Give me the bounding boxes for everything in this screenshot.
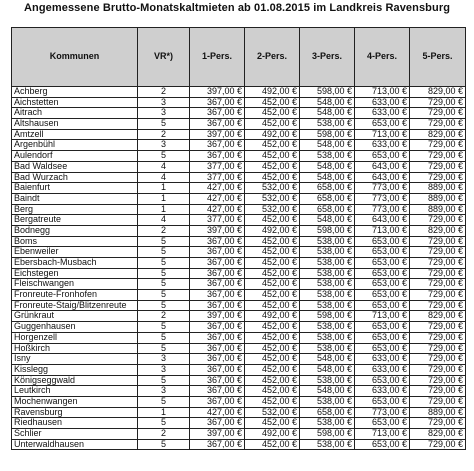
cell-3-pers: 538,00 € [300, 119, 355, 130]
cell-3-pers: 658,00 € [300, 407, 355, 418]
cell-1-pers: 367,00 € [190, 151, 245, 162]
cell-vr: 3 [138, 108, 190, 119]
cell-3-pers: 538,00 € [300, 375, 355, 386]
cell-kommune: Fleischwangen [12, 279, 138, 290]
cell-2-pers: 532,00 € [245, 183, 300, 194]
cell-2-pers: 492,00 € [245, 129, 300, 140]
cell-4-pers: 773,00 € [355, 193, 410, 204]
column-header-vr: VR*) [138, 28, 190, 87]
cell-3-pers: 548,00 € [300, 215, 355, 226]
cell-2-pers: 452,00 € [245, 97, 300, 108]
table-row [12, 183, 466, 194]
cell-5-pers: 729,00 € [410, 386, 466, 397]
cell-3-pers: 548,00 € [300, 140, 355, 151]
cell-vr: 5 [138, 279, 190, 290]
cell-3-pers: 538,00 € [300, 396, 355, 407]
cell-kommune: Hoßkirch [12, 343, 138, 354]
cell-4-pers: 653,00 € [355, 300, 410, 311]
cell-2-pers: 452,00 € [245, 258, 300, 269]
cell-vr: 5 [138, 258, 190, 269]
cell-4-pers: 713,00 € [355, 225, 410, 236]
cell-5-pers: 729,00 € [410, 354, 466, 365]
rent-table [11, 27, 466, 450]
cell-5-pers: 729,00 € [410, 215, 466, 226]
cell-2-pers: 532,00 € [245, 204, 300, 215]
cell-vr: 5 [138, 343, 190, 354]
cell-vr: 3 [138, 97, 190, 108]
table-row [12, 290, 466, 301]
cell-vr: 3 [138, 364, 190, 375]
cell-vr: 4 [138, 172, 190, 183]
cell-1-pers: 397,00 € [190, 87, 245, 98]
table-row [12, 119, 466, 130]
table-row [12, 300, 466, 311]
cell-1-pers: 367,00 € [190, 258, 245, 269]
cell-4-pers: 653,00 € [355, 119, 410, 130]
cell-4-pers: 653,00 € [355, 247, 410, 258]
cell-4-pers: 653,00 € [355, 151, 410, 162]
cell-3-pers: 538,00 € [300, 279, 355, 290]
cell-vr: 1 [138, 183, 190, 194]
cell-4-pers: 653,00 € [355, 268, 410, 279]
cell-vr: 5 [138, 247, 190, 258]
cell-1-pers: 367,00 € [190, 354, 245, 365]
cell-3-pers: 538,00 € [300, 151, 355, 162]
cell-vr: 3 [138, 386, 190, 397]
cell-vr: 5 [138, 119, 190, 130]
cell-1-pers: 367,00 € [190, 236, 245, 247]
cell-2-pers: 452,00 € [245, 354, 300, 365]
table-row [12, 172, 466, 183]
cell-5-pers: 889,00 € [410, 407, 466, 418]
table-row [12, 364, 466, 375]
cell-3-pers: 548,00 € [300, 97, 355, 108]
cell-3-pers: 538,00 € [300, 343, 355, 354]
cell-2-pers: 452,00 € [245, 172, 300, 183]
cell-vr: 5 [138, 268, 190, 279]
cell-3-pers: 598,00 € [300, 225, 355, 236]
cell-kommune: Bergatreute [12, 215, 138, 226]
table-row [12, 354, 466, 365]
cell-1-pers: 367,00 € [190, 343, 245, 354]
cell-3-pers: 548,00 € [300, 354, 355, 365]
cell-kommune: Baindt [12, 193, 138, 204]
cell-kommune: Guggenhausen [12, 322, 138, 333]
table-row [12, 343, 466, 354]
column-header-kommunen: Kommunen [12, 28, 138, 87]
cell-3-pers: 538,00 € [300, 418, 355, 429]
cell-3-pers: 538,00 € [300, 322, 355, 333]
cell-5-pers: 889,00 € [410, 183, 466, 194]
cell-3-pers: 538,00 € [300, 332, 355, 343]
cell-vr: 3 [138, 140, 190, 151]
cell-2-pers: 452,00 € [245, 418, 300, 429]
cell-kommune: Amtzell [12, 129, 138, 140]
cell-2-pers: 452,00 € [245, 236, 300, 247]
cell-vr: 5 [138, 290, 190, 301]
cell-1-pers: 397,00 € [190, 429, 245, 440]
cell-5-pers: 729,00 € [410, 300, 466, 311]
cell-vr: 5 [138, 439, 190, 450]
cell-1-pers: 367,00 € [190, 300, 245, 311]
table-row [12, 418, 466, 429]
cell-3-pers: 538,00 € [300, 258, 355, 269]
cell-1-pers: 367,00 € [190, 375, 245, 386]
table-row [12, 97, 466, 108]
table-row [12, 215, 466, 226]
cell-5-pers: 729,00 € [410, 322, 466, 333]
cell-2-pers: 452,00 € [245, 119, 300, 130]
cell-1-pers: 367,00 € [190, 386, 245, 397]
cell-4-pers: 633,00 € [355, 108, 410, 119]
cell-kommune: Bad Waldsee [12, 161, 138, 172]
cell-5-pers: 729,00 € [410, 97, 466, 108]
cell-kommune: Ravensburg [12, 407, 138, 418]
cell-5-pers: 889,00 € [410, 204, 466, 215]
cell-vr: 4 [138, 215, 190, 226]
cell-2-pers: 492,00 € [245, 429, 300, 440]
cell-2-pers: 452,00 € [245, 375, 300, 386]
table-row [12, 129, 466, 140]
cell-5-pers: 729,00 € [410, 418, 466, 429]
cell-4-pers: 653,00 € [355, 236, 410, 247]
cell-1-pers: 367,00 € [190, 140, 245, 151]
cell-3-pers: 538,00 € [300, 290, 355, 301]
cell-4-pers: 713,00 € [355, 87, 410, 98]
cell-5-pers: 729,00 € [410, 258, 466, 269]
header-row [12, 28, 466, 87]
cell-2-pers: 452,00 € [245, 279, 300, 290]
cell-5-pers: 729,00 € [410, 268, 466, 279]
table-row [12, 407, 466, 418]
cell-3-pers: 658,00 € [300, 193, 355, 204]
cell-1-pers: 367,00 € [190, 332, 245, 343]
cell-5-pers: 729,00 € [410, 290, 466, 301]
cell-vr: 1 [138, 193, 190, 204]
cell-5-pers: 729,00 € [410, 108, 466, 119]
cell-kommune: Achberg [12, 87, 138, 98]
cell-3-pers: 548,00 € [300, 172, 355, 183]
cell-2-pers: 452,00 € [245, 247, 300, 258]
cell-4-pers: 643,00 € [355, 215, 410, 226]
cell-kommune: Berg [12, 204, 138, 215]
cell-kommune: Ebenweiler [12, 247, 138, 258]
cell-2-pers: 532,00 € [245, 193, 300, 204]
table-row [12, 375, 466, 386]
cell-4-pers: 653,00 € [355, 258, 410, 269]
cell-1-pers: 397,00 € [190, 225, 245, 236]
cell-4-pers: 653,00 € [355, 332, 410, 343]
cell-1-pers: 427,00 € [190, 193, 245, 204]
cell-kommune: Aichstetten [12, 97, 138, 108]
cell-2-pers: 492,00 € [245, 311, 300, 322]
cell-5-pers: 729,00 € [410, 119, 466, 130]
cell-3-pers: 548,00 € [300, 364, 355, 375]
cell-kommune: Ebersbach-Musbach [12, 258, 138, 269]
cell-5-pers: 829,00 € [410, 429, 466, 440]
cell-1-pers: 377,00 € [190, 215, 245, 226]
cell-kommune: Argenbühl [12, 140, 138, 151]
cell-4-pers: 653,00 € [355, 375, 410, 386]
cell-2-pers: 452,00 € [245, 396, 300, 407]
cell-4-pers: 633,00 € [355, 354, 410, 365]
cell-1-pers: 367,00 € [190, 418, 245, 429]
cell-5-pers: 729,00 € [410, 172, 466, 183]
cell-5-pers: 729,00 € [410, 396, 466, 407]
cell-kommune: Fronreute-Staig/Blitzenreute [12, 300, 138, 311]
cell-4-pers: 633,00 € [355, 140, 410, 151]
cell-5-pers: 729,00 € [410, 236, 466, 247]
cell-kommune: Aulendorf [12, 151, 138, 162]
cell-2-pers: 452,00 € [245, 364, 300, 375]
cell-1-pers: 367,00 € [190, 396, 245, 407]
cell-5-pers: 729,00 € [410, 140, 466, 151]
cell-1-pers: 367,00 € [190, 247, 245, 258]
cell-2-pers: 492,00 € [245, 87, 300, 98]
cell-kommune: Kisslegg [12, 364, 138, 375]
cell-3-pers: 598,00 € [300, 429, 355, 440]
cell-4-pers: 653,00 € [355, 439, 410, 450]
cell-3-pers: 598,00 € [300, 87, 355, 98]
cell-vr: 5 [138, 396, 190, 407]
cell-5-pers: 829,00 € [410, 311, 466, 322]
table-row [12, 332, 466, 343]
table-row [12, 311, 466, 322]
cell-vr: 5 [138, 236, 190, 247]
cell-4-pers: 633,00 € [355, 364, 410, 375]
cell-vr: 2 [138, 225, 190, 236]
cell-kommune: Unterwaldhausen [12, 439, 138, 450]
table-row [12, 322, 466, 333]
cell-4-pers: 643,00 € [355, 161, 410, 172]
table-row [12, 204, 466, 215]
cell-4-pers: 713,00 € [355, 311, 410, 322]
cell-vr: 5 [138, 300, 190, 311]
document-title: Angemessene Brutto-Monatskaltmieten ab 01.08.2015 im Landkreis Ravensburg [23, 2, 451, 14]
cell-5-pers: 829,00 € [410, 225, 466, 236]
cell-vr: 4 [138, 161, 190, 172]
cell-vr: 2 [138, 311, 190, 322]
cell-3-pers: 548,00 € [300, 161, 355, 172]
cell-2-pers: 452,00 € [245, 215, 300, 226]
column-header-5-pers: 5-Pers. [410, 28, 466, 87]
cell-kommune: Eichstegen [12, 268, 138, 279]
cell-1-pers: 427,00 € [190, 407, 245, 418]
cell-vr: 2 [138, 429, 190, 440]
table-body [12, 87, 466, 450]
cell-2-pers: 452,00 € [245, 386, 300, 397]
cell-1-pers: 367,00 € [190, 108, 245, 119]
cell-2-pers: 452,00 € [245, 290, 300, 301]
cell-3-pers: 548,00 € [300, 108, 355, 119]
cell-vr: 1 [138, 407, 190, 418]
cell-3-pers: 658,00 € [300, 204, 355, 215]
cell-4-pers: 713,00 € [355, 429, 410, 440]
cell-kommune: Baienfurt [12, 183, 138, 194]
cell-4-pers: 773,00 € [355, 407, 410, 418]
cell-5-pers: 889,00 € [410, 193, 466, 204]
cell-kommune: Schlier [12, 429, 138, 440]
cell-kommune: Bodnegg [12, 225, 138, 236]
cell-1-pers: 397,00 € [190, 311, 245, 322]
cell-3-pers: 658,00 € [300, 183, 355, 194]
cell-5-pers: 729,00 € [410, 375, 466, 386]
cell-5-pers: 729,00 € [410, 247, 466, 258]
table-row [12, 108, 466, 119]
cell-2-pers: 452,00 € [245, 108, 300, 119]
cell-3-pers: 538,00 € [300, 300, 355, 311]
cell-2-pers: 532,00 € [245, 407, 300, 418]
cell-2-pers: 452,00 € [245, 332, 300, 343]
cell-1-pers: 367,00 € [190, 268, 245, 279]
table-row [12, 87, 466, 98]
table-row [12, 386, 466, 397]
cell-2-pers: 492,00 € [245, 225, 300, 236]
cell-4-pers: 773,00 € [355, 204, 410, 215]
cell-2-pers: 452,00 € [245, 439, 300, 450]
table-row [12, 396, 466, 407]
table-row [12, 225, 466, 236]
cell-5-pers: 729,00 € [410, 439, 466, 450]
table-row [12, 439, 466, 450]
cell-3-pers: 598,00 € [300, 129, 355, 140]
cell-5-pers: 729,00 € [410, 364, 466, 375]
cell-kommune: Altshausen [12, 119, 138, 130]
cell-1-pers: 367,00 € [190, 322, 245, 333]
cell-kommune: Boms [12, 236, 138, 247]
cell-3-pers: 598,00 € [300, 311, 355, 322]
cell-1-pers: 367,00 € [190, 97, 245, 108]
cell-vr: 5 [138, 151, 190, 162]
cell-5-pers: 729,00 € [410, 151, 466, 162]
cell-3-pers: 538,00 € [300, 439, 355, 450]
cell-kommune: Fronreute-Fronhofen [12, 290, 138, 301]
cell-3-pers: 538,00 € [300, 236, 355, 247]
cell-4-pers: 653,00 € [355, 290, 410, 301]
cell-kommune: Isny [12, 354, 138, 365]
cell-1-pers: 367,00 € [190, 119, 245, 130]
cell-vr: 2 [138, 129, 190, 140]
table-row [12, 268, 466, 279]
cell-kommune: Königseggwald [12, 375, 138, 386]
cell-kommune: Bad Wurzach [12, 172, 138, 183]
table-row [12, 258, 466, 269]
cell-5-pers: 729,00 € [410, 343, 466, 354]
cell-vr: 5 [138, 375, 190, 386]
cell-kommune: Mochenwangen [12, 396, 138, 407]
cell-4-pers: 633,00 € [355, 97, 410, 108]
table-row [12, 247, 466, 258]
cell-vr: 1 [138, 204, 190, 215]
cell-2-pers: 452,00 € [245, 322, 300, 333]
cell-2-pers: 452,00 € [245, 161, 300, 172]
cell-3-pers: 538,00 € [300, 268, 355, 279]
table-row [12, 429, 466, 440]
table-row [12, 151, 466, 162]
cell-2-pers: 452,00 € [245, 343, 300, 354]
cell-4-pers: 653,00 € [355, 418, 410, 429]
cell-2-pers: 452,00 € [245, 268, 300, 279]
cell-4-pers: 653,00 € [355, 343, 410, 354]
cell-2-pers: 452,00 € [245, 140, 300, 151]
cell-4-pers: 633,00 € [355, 386, 410, 397]
cell-kommune: Riedhausen [12, 418, 138, 429]
cell-kommune: Aitrach [12, 108, 138, 119]
table-row [12, 193, 466, 204]
column-header-2-pers: 2-Pers. [245, 28, 300, 87]
cell-vr: 5 [138, 418, 190, 429]
table-row [12, 279, 466, 290]
cell-5-pers: 729,00 € [410, 161, 466, 172]
cell-5-pers: 829,00 € [410, 129, 466, 140]
cell-vr: 5 [138, 322, 190, 333]
cell-4-pers: 653,00 € [355, 322, 410, 333]
cell-1-pers: 397,00 € [190, 129, 245, 140]
table-row [12, 140, 466, 151]
cell-2-pers: 452,00 € [245, 151, 300, 162]
column-header-3-pers: 3-Pers. [300, 28, 355, 87]
cell-vr: 2 [138, 87, 190, 98]
column-header-1-pers: 1-Pers. [190, 28, 245, 87]
cell-vr: 5 [138, 332, 190, 343]
cell-4-pers: 653,00 € [355, 396, 410, 407]
cell-1-pers: 367,00 € [190, 279, 245, 290]
column-header-4-pers: 4-Pers. [355, 28, 410, 87]
cell-3-pers: 548,00 € [300, 386, 355, 397]
cell-1-pers: 377,00 € [190, 172, 245, 183]
cell-1-pers: 367,00 € [190, 290, 245, 301]
cell-1-pers: 367,00 € [190, 364, 245, 375]
table-row [12, 161, 466, 172]
cell-kommune: Grünkraut [12, 311, 138, 322]
cell-kommune: Horgenzell [12, 332, 138, 343]
table-row [12, 236, 466, 247]
cell-3-pers: 538,00 € [300, 247, 355, 258]
cell-4-pers: 643,00 € [355, 172, 410, 183]
cell-vr: 3 [138, 354, 190, 365]
cell-4-pers: 653,00 € [355, 279, 410, 290]
cell-2-pers: 452,00 € [245, 300, 300, 311]
cell-5-pers: 829,00 € [410, 87, 466, 98]
cell-5-pers: 729,00 € [410, 279, 466, 290]
cell-1-pers: 367,00 € [190, 439, 245, 450]
cell-kommune: Leutkirch [12, 386, 138, 397]
cell-5-pers: 729,00 € [410, 332, 466, 343]
cell-4-pers: 713,00 € [355, 129, 410, 140]
cell-1-pers: 427,00 € [190, 183, 245, 194]
cell-1-pers: 377,00 € [190, 161, 245, 172]
cell-1-pers: 427,00 € [190, 204, 245, 215]
cell-4-pers: 773,00 € [355, 183, 410, 194]
